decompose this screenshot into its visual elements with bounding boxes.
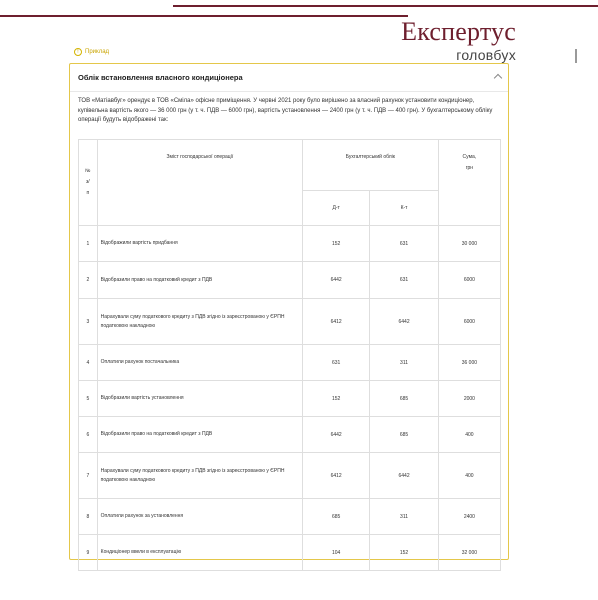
cell-sum: 2400 [438, 499, 500, 535]
header-description: Зміст господарської операції [97, 140, 302, 226]
cell-desc: Оплатили рахунок за установлення [97, 499, 302, 535]
table-row [79, 345, 501, 381]
example-card [69, 63, 509, 560]
cell-no: 5 [79, 381, 98, 417]
example-label-text: Приклад [85, 49, 110, 55]
table-row [79, 417, 501, 453]
table-row [79, 226, 501, 262]
cell-debit: 6442 [302, 417, 369, 453]
brand-name: Експертус [401, 17, 516, 46]
cell-credit: 311 [370, 345, 438, 381]
cell-no: 8 [79, 499, 98, 535]
cell-desc: Відобразили право на податковий кредит з ПДВ [97, 417, 302, 453]
cell-debit: 6412 [302, 299, 369, 345]
header-no-line1: № [85, 168, 91, 174]
header-rule-top [173, 5, 598, 7]
header-sum-line1: Сума, [462, 154, 477, 160]
brand-logo [401, 19, 516, 63]
cell-desc: Відобразили право на податковий кредит з ПДВ [97, 262, 302, 299]
cell-debit: 631 [302, 345, 369, 381]
table-row [79, 299, 501, 345]
table-row [79, 499, 501, 535]
cell-no: 2 [79, 262, 98, 299]
info-icon: ! [74, 48, 82, 56]
cell-desc: Відобразили вартість установлення [97, 381, 302, 417]
example-label [74, 48, 109, 56]
card-intro: ТОВ «Матіавбуг» орендує в ТОВ «Сміла» офісне приміщення. У червні 2021 року було вирішено за власний рахунок установити кондиціонер, купівельна вартість якого — 36 000 грн (у т. ч. ПДВ — 6000 грн), вартість установлення — 2400 грн (у т. ч. ПДВ — 400 грн). У бухгалтерському обліку операції будуть відображені так: [78, 98, 493, 124]
header-sum [438, 140, 500, 226]
cell-sum: 32 000 [438, 535, 500, 571]
card-divider [70, 91, 508, 92]
table-row [79, 381, 501, 417]
cell-debit: 6412 [302, 453, 369, 499]
cell-no: 9 [79, 535, 98, 571]
cell-credit: 6442 [370, 299, 438, 345]
cell-debit: 685 [302, 499, 369, 535]
cell-debit: 104 [302, 535, 369, 571]
cell-credit: 631 [370, 262, 438, 299]
cell-credit: 152 [370, 535, 438, 571]
cell-sum: 2000 [438, 381, 500, 417]
table-row [79, 262, 501, 299]
cell-no: 3 [79, 299, 98, 345]
cell-credit: 685 [370, 417, 438, 453]
header-credit: К-т [370, 191, 438, 226]
header-no-line3: п [86, 190, 90, 196]
cell-sum: 400 [438, 417, 500, 453]
brand-mark [575, 49, 577, 63]
cell-desc: Нарахували суму податкового кредиту з ПДВ згідно із зареєстрованою у ЄРПН податковою накладною [97, 453, 302, 499]
cell-debit: 152 [302, 381, 369, 417]
cell-desc: Оплатили рахунок постачальника [97, 345, 302, 381]
header-sum-line2: грн [465, 165, 474, 171]
brand-subtitle: головбух [456, 47, 516, 63]
table-row [79, 535, 501, 571]
cell-sum: 30 000 [438, 226, 500, 262]
cell-sum: 6000 [438, 262, 500, 299]
cell-desc: Кондиціонер ввели в експлуатацію [97, 535, 302, 571]
cell-credit: 685 [370, 381, 438, 417]
header-no [79, 140, 98, 226]
table-row [79, 453, 501, 499]
cell-no: 6 [79, 417, 98, 453]
cell-sum: 6000 [438, 299, 500, 345]
cell-credit: 6442 [370, 453, 438, 499]
header-accounting: Бухгалтерський облік [302, 140, 438, 191]
card-title: Облік встановлення власного кондиціонера [78, 73, 243, 82]
cell-no: 4 [79, 345, 98, 381]
cell-sum: 36 000 [438, 345, 500, 381]
cell-credit: 631 [370, 226, 438, 262]
cell-credit: 311 [370, 499, 438, 535]
header-debit: Д-т [302, 191, 369, 226]
accounting-table [78, 139, 501, 571]
cell-sum: 400 [438, 453, 500, 499]
cell-no: 7 [79, 453, 98, 499]
cell-desc: Відображили вартість придбання [97, 226, 302, 262]
header-rule-bottom [0, 15, 408, 17]
header-no-line2: з/ [85, 179, 90, 185]
cell-no: 1 [79, 226, 98, 262]
cell-debit: 152 [302, 226, 369, 262]
cell-desc: Нарахували суму податкового кредиту з ПДВ згідно із зареєстрованою у ЄРПН податковою накладною [97, 299, 302, 345]
cell-debit: 6442 [302, 262, 369, 299]
chevron-up-icon[interactable] [494, 74, 502, 82]
